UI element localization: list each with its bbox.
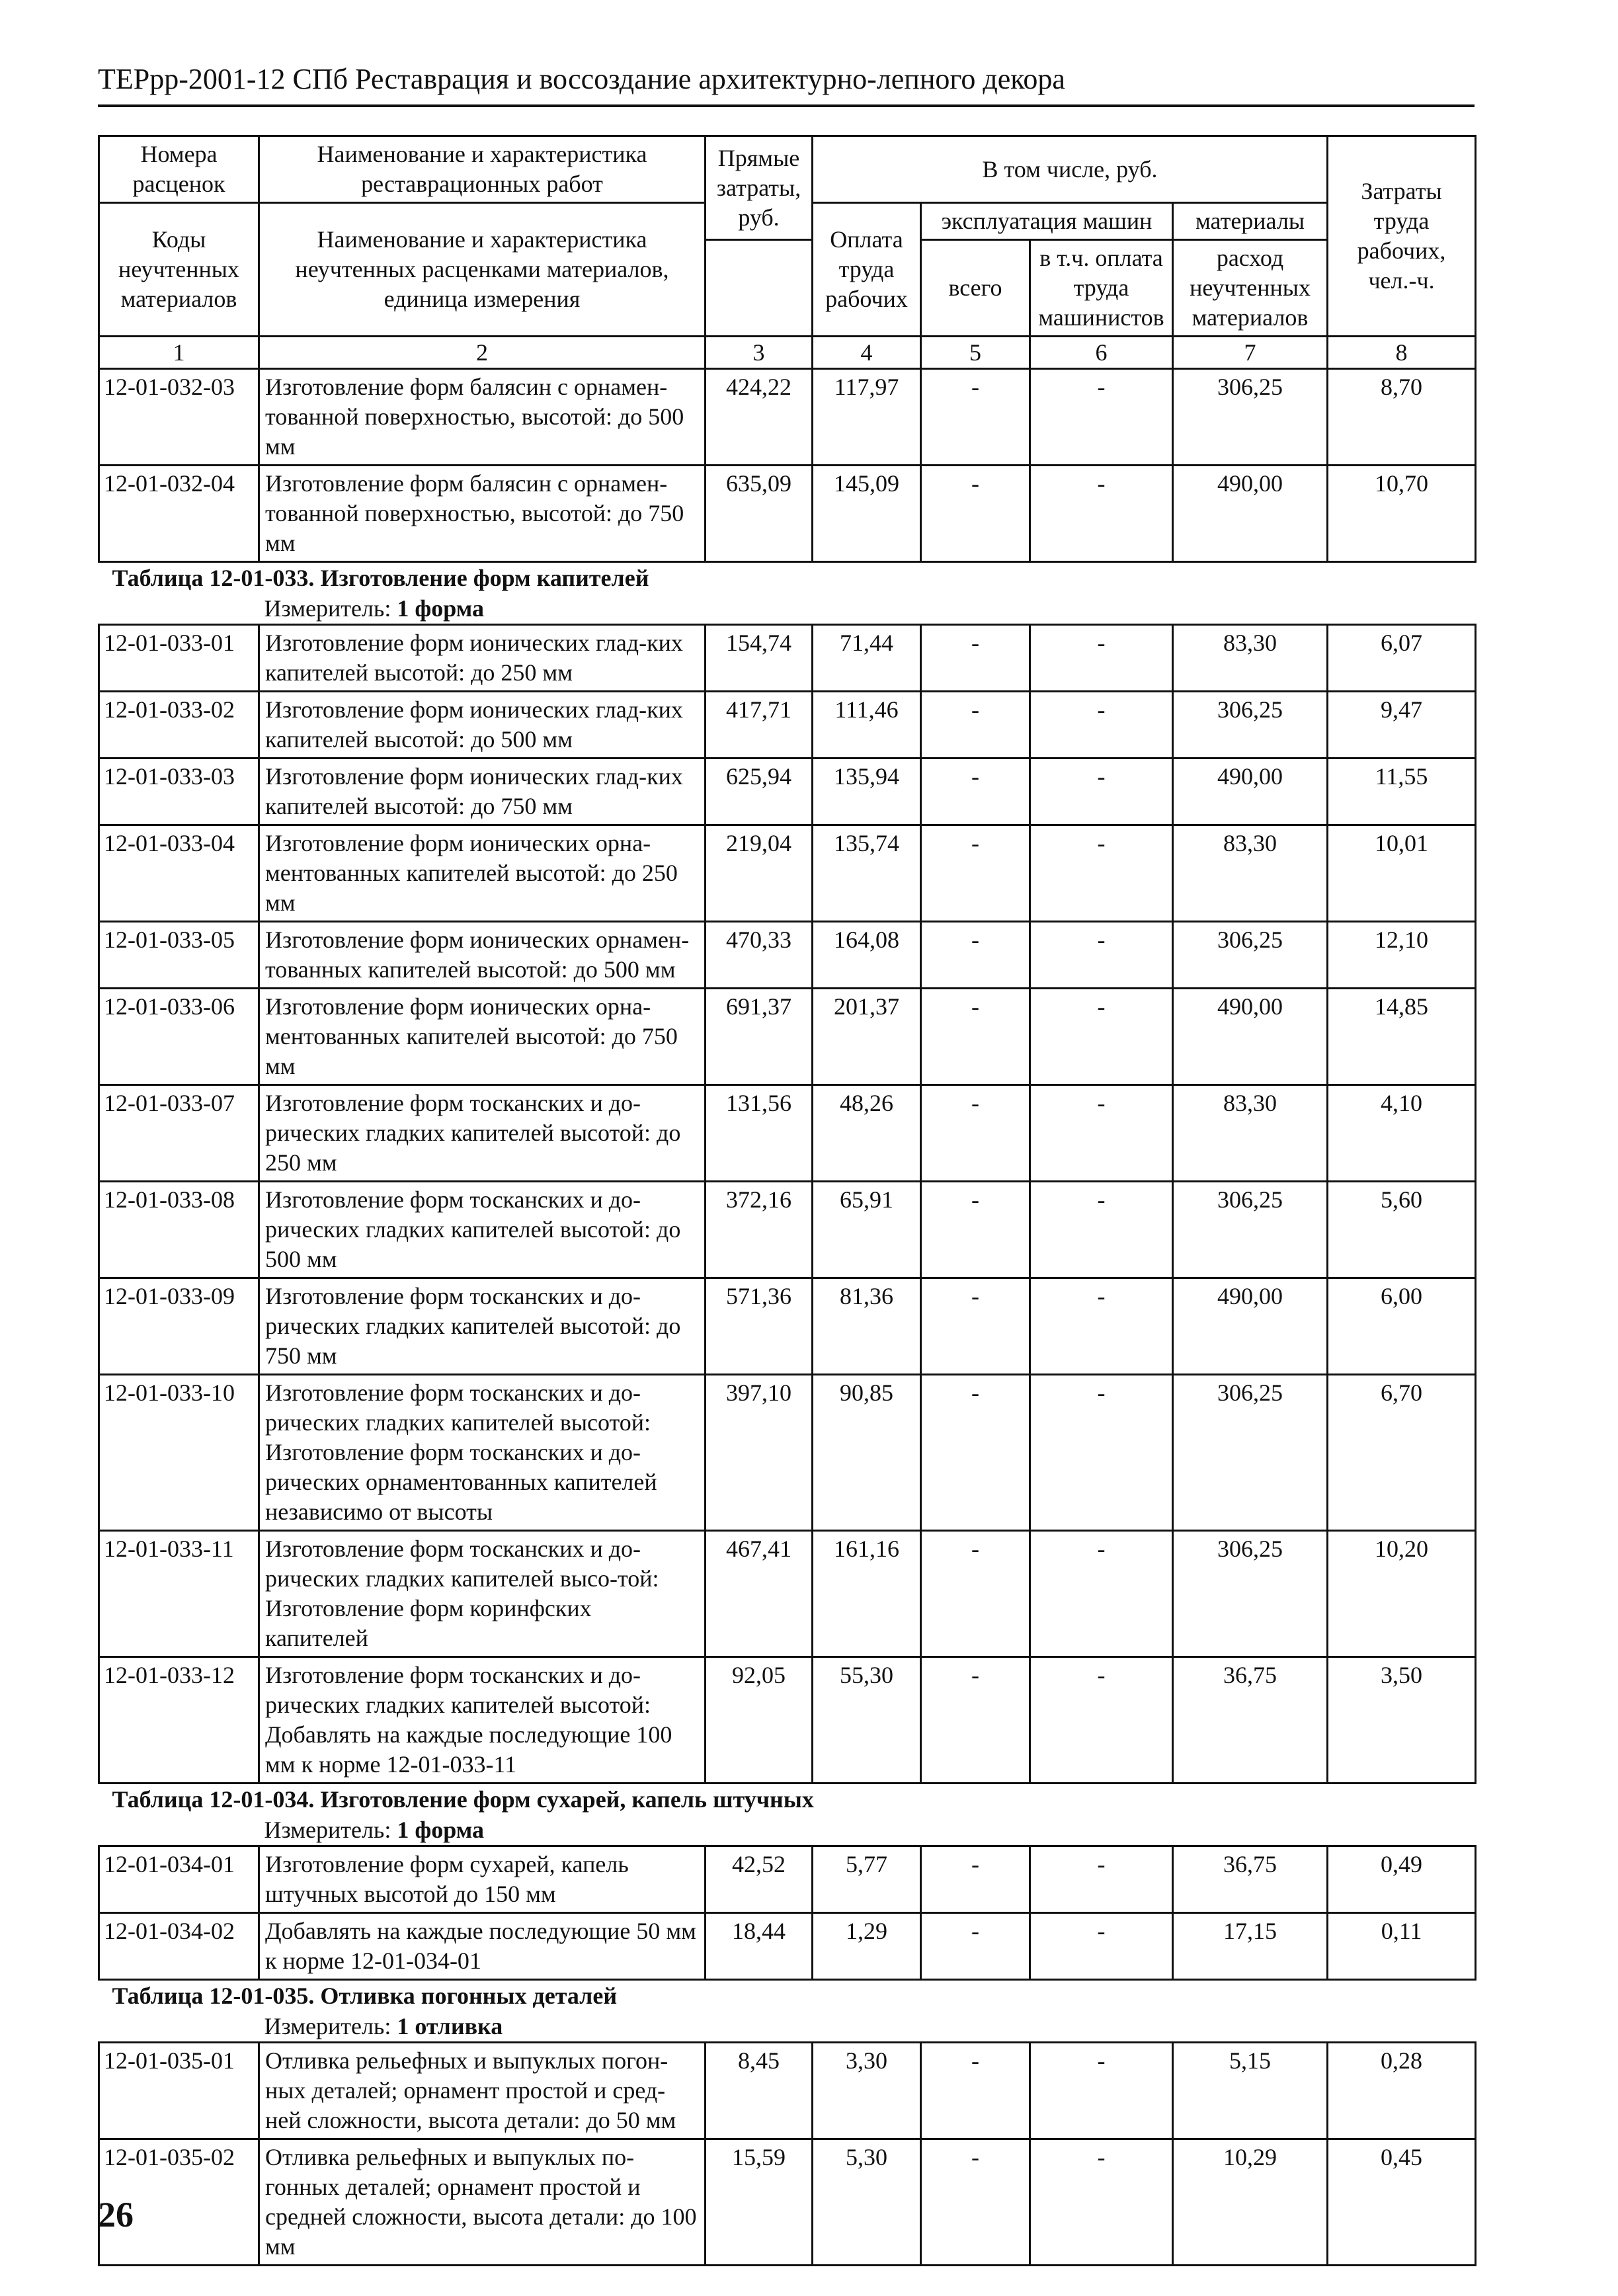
table-row [99, 625, 1476, 692]
materials-value: 306,25 [1173, 1531, 1328, 1657]
direct-costs-value: 571,36 [706, 1278, 813, 1375]
labor-pay-value: 65,91 [813, 1182, 921, 1278]
labor-hours-value: 6,00 [1328, 1278, 1476, 1375]
direct-costs-value: 467,41 [706, 1531, 813, 1657]
section-caption-row [99, 1784, 1476, 1846]
labor-hours-value: 11,55 [1328, 758, 1476, 825]
direct-costs-value: 397,10 [706, 1375, 813, 1531]
direct-costs-value: 154,74 [706, 625, 813, 692]
column-number: 5 [921, 337, 1030, 369]
work-description: Изготовление форм балясин с орнамен-тованной поверхностью, высотой: до 500 мм [259, 369, 706, 466]
materials-value: 490,00 [1173, 989, 1328, 1085]
measure-unit: 1 отливка [397, 2013, 503, 2039]
column-number: 4 [813, 337, 921, 369]
table-section [99, 1980, 1476, 2266]
measure-line [99, 593, 1476, 624]
table-row [99, 1913, 1476, 1980]
direct-costs-value: 635,09 [706, 466, 813, 562]
section-title: Таблица 12-01-033. Изготовление форм капителей [112, 565, 649, 591]
labor-hours-value: 10,70 [1328, 466, 1476, 562]
measure-label: Измеритель: [264, 595, 391, 622]
direct-costs-value: 372,16 [706, 1182, 813, 1278]
labor-pay-value: 90,85 [813, 1375, 921, 1531]
rate-code: 12-01-033-04 [99, 825, 259, 922]
machines-total-value: - [921, 1846, 1030, 1913]
labor-pay-value: 1,29 [813, 1913, 921, 1980]
machines-total-value: - [921, 466, 1030, 562]
work-description: Изготовление форм тосканских и до-рических гладких капителей высотой: до 500 мм [259, 1182, 706, 1278]
rate-code: 12-01-033-12 [99, 1657, 259, 1784]
labor-pay-value: 111,46 [813, 692, 921, 758]
page-number: 26 [98, 2195, 134, 2234]
machinists-pay-value: - [1030, 1531, 1173, 1657]
work-description: Изготовление форм сухарей, капель штучных высотой до 150 мм [259, 1846, 706, 1913]
labor-pay-value: 5,77 [813, 1846, 921, 1913]
measure-unit: 1 форма [397, 595, 485, 622]
price-table-area [98, 135, 1475, 2266]
direct-costs-value: 8,45 [706, 2043, 813, 2139]
table-row [99, 1657, 1476, 1784]
work-description: Изготовление форм ионических глад-ких капителей высотой: до 500 мм [259, 692, 706, 758]
measure-unit: 1 форма [397, 1817, 485, 1843]
materials-value: 490,00 [1173, 466, 1328, 562]
table-row [99, 758, 1476, 825]
labor-hours-value: 4,10 [1328, 1085, 1476, 1182]
rate-code: 12-01-035-02 [99, 2139, 259, 2266]
price-table [98, 135, 1476, 2266]
materials-value: 83,30 [1173, 625, 1328, 692]
machinists-pay-value: - [1030, 1182, 1173, 1278]
materials-value: 17,15 [1173, 1913, 1328, 1980]
materials-value: 36,75 [1173, 1657, 1328, 1784]
direct-costs-value: 92,05 [706, 1657, 813, 1784]
rate-code: 12-01-033-11 [99, 1531, 259, 1657]
work-description: Изготовление форм тосканских и до-рических гладких капителей высо-той: Изготовление форм коринфских капителей [259, 1531, 706, 1657]
labor-pay-value: 71,44 [813, 625, 921, 692]
header-labor-costs: Затраты труда рабочих, чел.-ч. [1328, 136, 1476, 337]
section-title: Таблица 12-01-035. Отливка погонных деталей [112, 1983, 618, 2009]
labor-pay-value: 5,30 [813, 2139, 921, 2266]
header-including: В том числе, руб. [813, 136, 1328, 203]
direct-costs-value: 424,22 [706, 369, 813, 466]
machinists-pay-value: - [1030, 466, 1173, 562]
header-material-name: Наименование и характеристика неучтенных расценками материалов, единица измерения [259, 203, 706, 337]
table-row [99, 692, 1476, 758]
labor-hours-value: 0,11 [1328, 1913, 1476, 1980]
work-description: Отливка рельефных и выпуклых по-гонных деталей; орнамент простой и средней сложности, высота детали: до 100 мм [259, 2139, 706, 2266]
labor-pay-value: 135,94 [813, 758, 921, 825]
machines-total-value: - [921, 922, 1030, 989]
table-section [99, 1784, 1476, 1980]
direct-costs-value: 15,59 [706, 2139, 813, 2266]
materials-value: 83,30 [1173, 825, 1328, 922]
table-header [99, 136, 1476, 369]
measure-line [99, 1815, 1476, 1845]
labor-pay-value: 135,74 [813, 825, 921, 922]
machines-total-value: - [921, 1531, 1030, 1657]
work-description: Изготовление форм тосканских и до-рических гладких капителей высотой: до 750 мм [259, 1278, 706, 1375]
materials-value: 10,29 [1173, 2139, 1328, 2266]
materials-value: 83,30 [1173, 1085, 1328, 1182]
work-description: Добавлять на каждые последующие 50 мм к норме 12-01-034-01 [259, 1913, 706, 1980]
rate-code: 12-01-033-01 [99, 625, 259, 692]
direct-costs-value: 417,71 [706, 692, 813, 758]
rate-code: 12-01-033-10 [99, 1375, 259, 1531]
header-machinists-pay: в т.ч. оплата труда машинистов [1030, 240, 1173, 337]
materials-value: 306,25 [1173, 922, 1328, 989]
machines-total-value: - [921, 1085, 1030, 1182]
direct-costs-value: 219,04 [706, 825, 813, 922]
rate-code: 12-01-033-08 [99, 1182, 259, 1278]
table-row [99, 1375, 1476, 1531]
machinists-pay-value: - [1030, 922, 1173, 989]
table-row [99, 369, 1476, 466]
table-row [99, 1531, 1476, 1657]
machines-total-value: - [921, 2043, 1030, 2139]
header-labor-pay: Оплата труда рабочих [813, 203, 921, 337]
column-number: 6 [1030, 337, 1173, 369]
column-number: 2 [259, 337, 706, 369]
header-machines-total: всего [921, 240, 1030, 337]
rate-code: 12-01-034-01 [99, 1846, 259, 1913]
direct-costs-value: 18,44 [706, 1913, 813, 1980]
labor-pay-value: 3,30 [813, 2043, 921, 2139]
work-description: Изготовление форм тосканских и до-рических гладких капителей высотой: до 250 мм [259, 1085, 706, 1182]
direct-costs-value: 131,56 [706, 1085, 813, 1182]
direct-costs-value: 691,37 [706, 989, 813, 1085]
machinists-pay-value: - [1030, 758, 1173, 825]
labor-hours-value: 3,50 [1328, 1657, 1476, 1784]
machines-total-value: - [921, 1913, 1030, 1980]
machines-total-value: - [921, 758, 1030, 825]
machines-total-value: - [921, 2139, 1030, 2266]
labor-pay-value: 145,09 [813, 466, 921, 562]
materials-value: 490,00 [1173, 758, 1328, 825]
table-row [99, 989, 1476, 1085]
header-materials-consumption: расход неучтенных материалов [1173, 240, 1328, 337]
labor-hours-value: 14,85 [1328, 989, 1476, 1085]
header-direct-costs-tail [706, 240, 813, 337]
machines-total-value: - [921, 1182, 1030, 1278]
machinists-pay-value: - [1030, 825, 1173, 922]
section-title: Таблица 12-01-034. Изготовление форм сухарей, капель штучных [112, 1786, 814, 1813]
labor-hours-value: 8,70 [1328, 369, 1476, 466]
table-row [99, 825, 1476, 922]
machines-total-value: - [921, 989, 1030, 1085]
header-machine-operation: эксплуатация машин [921, 203, 1173, 240]
labor-hours-value: 0,45 [1328, 2139, 1476, 2266]
column-number: 8 [1328, 337, 1476, 369]
labor-pay-value: 55,30 [813, 1657, 921, 1784]
materials-value: 36,75 [1173, 1846, 1328, 1913]
table-row [99, 2139, 1476, 2266]
work-description: Изготовление форм ионических орна-ментованных капителей высотой: до 750 мм [259, 989, 706, 1085]
rate-code: 12-01-033-06 [99, 989, 259, 1085]
materials-value: 490,00 [1173, 1278, 1328, 1375]
measure-line [99, 2011, 1476, 2041]
materials-value: 5,15 [1173, 2043, 1328, 2139]
labor-hours-value: 6,07 [1328, 625, 1476, 692]
labor-pay-value: 164,08 [813, 922, 921, 989]
machines-total-value: - [921, 1278, 1030, 1375]
machinists-pay-value: - [1030, 1846, 1173, 1913]
labor-pay-value: 48,26 [813, 1085, 921, 1182]
header-rule [98, 104, 1475, 107]
machines-total-value: - [921, 692, 1030, 758]
table-row [99, 466, 1476, 562]
section-caption-row [99, 562, 1476, 625]
work-description: Отливка рельефных и выпуклых погон-ных деталей; орнамент простой и сред-ней сложности, высота детали: до 50 мм [259, 2043, 706, 2139]
rate-code: 12-01-033-09 [99, 1278, 259, 1375]
machinists-pay-value: - [1030, 989, 1173, 1085]
machinists-pay-value: - [1030, 2139, 1173, 2266]
work-description: Изготовление форм тосканских и до-рических гладких капителей высотой: Изготовление форм тосканских и до-рических орнаментованных капителей независимо от высоты [259, 1375, 706, 1531]
materials-value: 306,25 [1173, 1375, 1328, 1531]
column-number: 3 [706, 337, 813, 369]
labor-pay-value: 161,16 [813, 1531, 921, 1657]
direct-costs-value: 625,94 [706, 758, 813, 825]
page-header: ТЕРрр-2001-12 СПб Реставрация и воссоздание архитектурно-лепного декора [98, 63, 1065, 95]
rate-code: 12-01-033-07 [99, 1085, 259, 1182]
machinists-pay-value: - [1030, 1375, 1173, 1531]
rate-code: 12-01-034-02 [99, 1913, 259, 1980]
rate-code: 12-01-033-02 [99, 692, 259, 758]
materials-value: 306,25 [1173, 692, 1328, 758]
work-description: Изготовление форм ионических глад-ких капителей высотой: до 750 мм [259, 758, 706, 825]
machines-total-value: - [921, 1375, 1030, 1531]
labor-hours-value: 5,60 [1328, 1182, 1476, 1278]
table-row [99, 922, 1476, 989]
direct-costs-value: 470,33 [706, 922, 813, 989]
labor-hours-value: 6,70 [1328, 1375, 1476, 1531]
labor-hours-value: 12,10 [1328, 922, 1476, 989]
machinists-pay-value: - [1030, 1085, 1173, 1182]
machinists-pay-value: - [1030, 369, 1173, 466]
table-section [99, 562, 1476, 1784]
machinists-pay-value: - [1030, 1657, 1173, 1784]
table-row [99, 2043, 1476, 2139]
header-rate-numbers: Номера расценок [99, 136, 259, 203]
column-number: 1 [99, 337, 259, 369]
rate-code: 12-01-033-05 [99, 922, 259, 989]
header-material-codes: Коды неучтенных материалов [99, 203, 259, 337]
measure-label: Измеритель: [264, 1817, 391, 1843]
labor-hours-value: 10,20 [1328, 1531, 1476, 1657]
labor-pay-value: 81,36 [813, 1278, 921, 1375]
materials-value: 306,25 [1173, 1182, 1328, 1278]
labor-hours-value: 0,28 [1328, 2043, 1476, 2139]
work-description: Изготовление форм ионических орнамен-тованных капителей высотой: до 500 мм [259, 922, 706, 989]
machinists-pay-value: - [1030, 1278, 1173, 1375]
materials-value: 306,25 [1173, 369, 1328, 466]
machinists-pay-value: - [1030, 692, 1173, 758]
machines-total-value: - [921, 825, 1030, 922]
machinists-pay-value: - [1030, 1913, 1173, 1980]
direct-costs-value: 42,52 [706, 1846, 813, 1913]
header-direct-costs: Прямые затраты, руб. [706, 136, 813, 240]
table-row [99, 1846, 1476, 1913]
section-caption-row [99, 1980, 1476, 2043]
work-description: Изготовление форм тосканских и до-рических гладких капителей высотой: Добавлять на каждые последующие 100 мм к норме 12-01-033-11 [259, 1657, 706, 1784]
work-description: Изготовление форм ионических глад-ких капителей высотой: до 250 мм [259, 625, 706, 692]
work-description: Изготовление форм ионических орна-ментованных капителей высотой: до 250 мм [259, 825, 706, 922]
machines-total-value: - [921, 1657, 1030, 1784]
machines-total-value: - [921, 369, 1030, 466]
machines-total-value: - [921, 625, 1030, 692]
column-number: 7 [1173, 337, 1328, 369]
labor-hours-value: 9,47 [1328, 692, 1476, 758]
labor-pay-value: 201,37 [813, 989, 921, 1085]
header-materials: материалы [1173, 203, 1328, 240]
labor-hours-value: 10,01 [1328, 825, 1476, 922]
labor-pay-value: 117,97 [813, 369, 921, 466]
rate-code: 12-01-032-04 [99, 466, 259, 562]
table-section [99, 369, 1476, 562]
machinists-pay-value: - [1030, 2043, 1173, 2139]
rate-code: 12-01-033-03 [99, 758, 259, 825]
table-row [99, 1085, 1476, 1182]
labor-hours-value: 0,49 [1328, 1846, 1476, 1913]
rate-code: 12-01-035-01 [99, 2043, 259, 2139]
header-work-name: Наименование и характеристика реставрационных работ [259, 136, 706, 203]
table-row [99, 1278, 1476, 1375]
table-row [99, 1182, 1476, 1278]
rate-code: 12-01-032-03 [99, 369, 259, 466]
machinists-pay-value: - [1030, 625, 1173, 692]
work-description: Изготовление форм балясин с орнамен-тованной поверхностью, высотой: до 750 мм [259, 466, 706, 562]
measure-label: Измеритель: [264, 2013, 391, 2039]
